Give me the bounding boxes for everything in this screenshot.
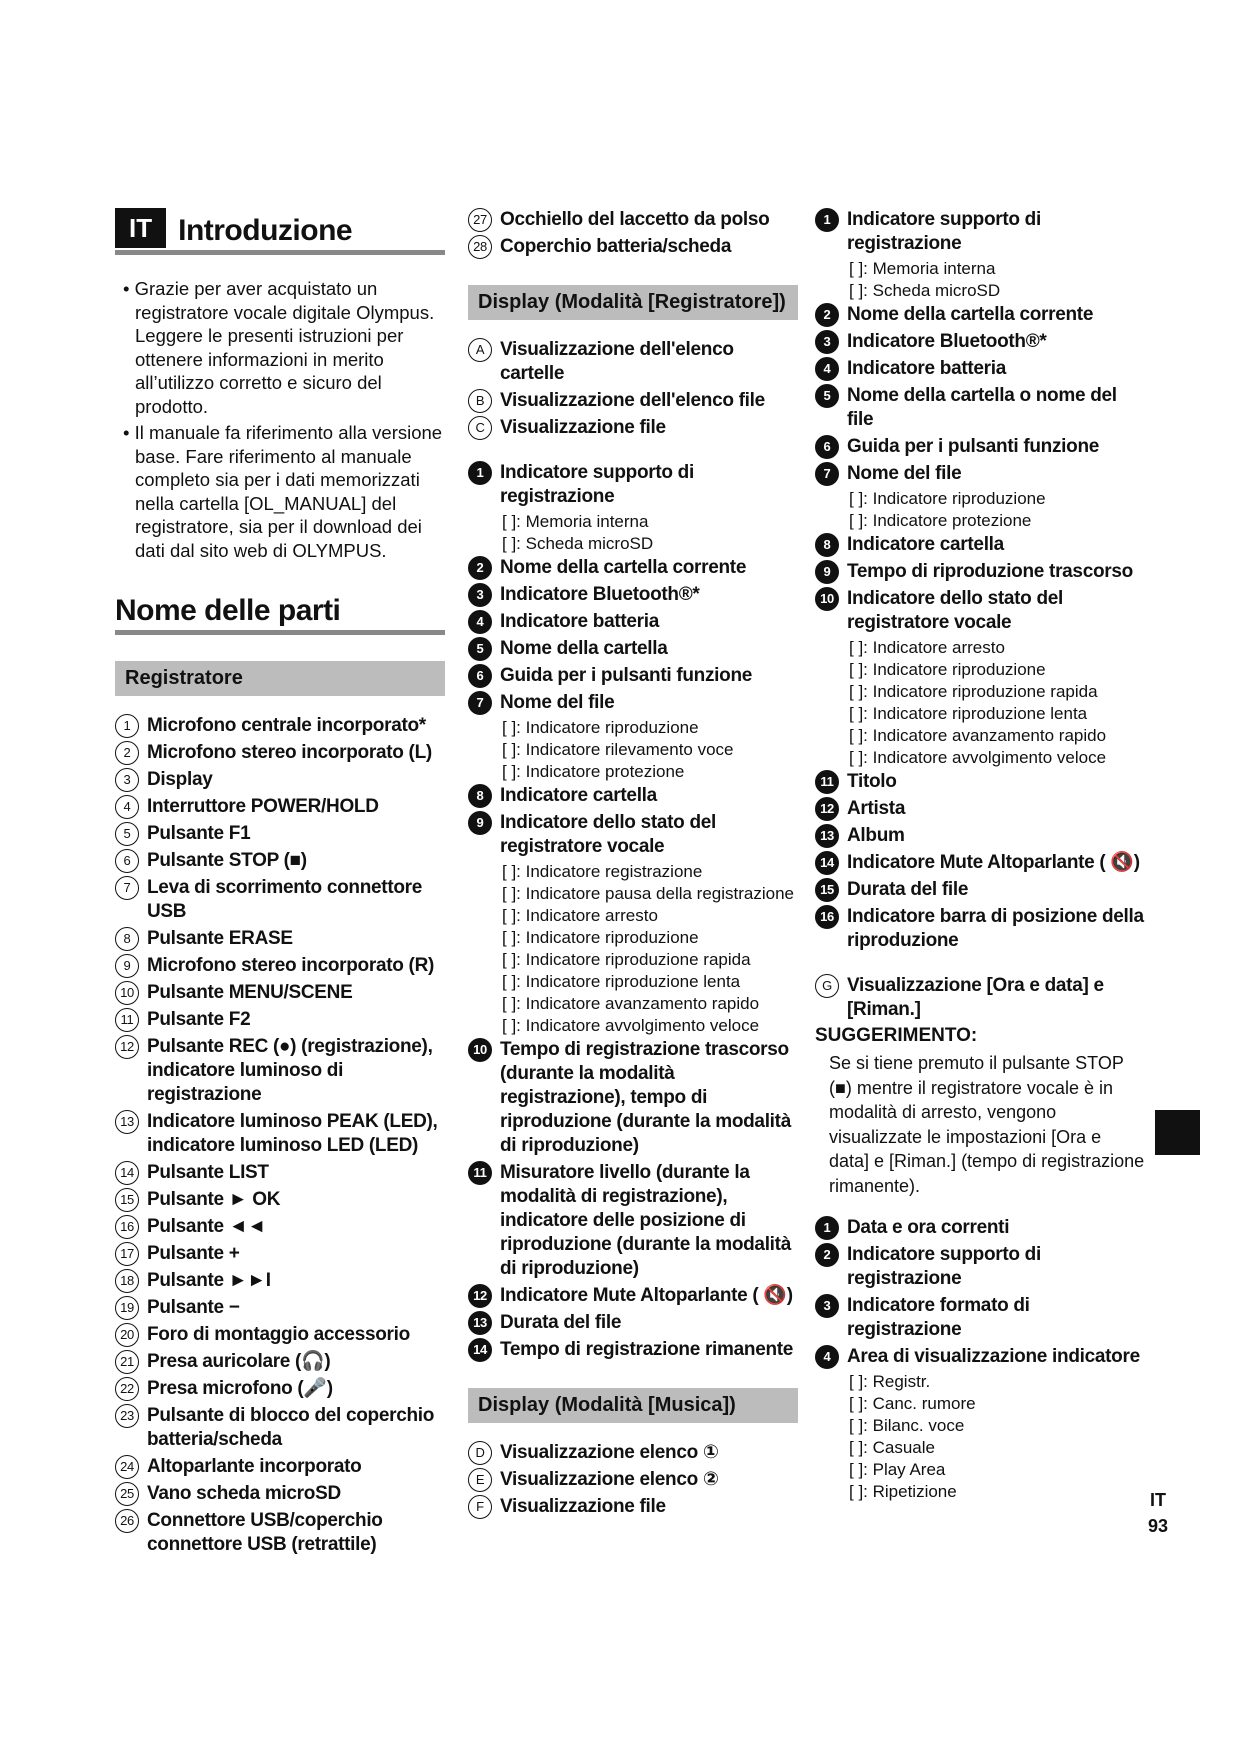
list-item xyxy=(115,1377,445,1401)
item-number: 8 xyxy=(815,533,839,557)
item-label: Occhiello del laccetto da polso xyxy=(500,209,770,230)
item-label: Titolo xyxy=(847,771,897,792)
item-number: 16 xyxy=(815,905,839,929)
item-number: 2 xyxy=(815,303,839,327)
sub-indicator: [ ]: Indicatore avanzamento rapido xyxy=(502,994,760,1013)
item-label: Durata del file xyxy=(847,879,969,900)
section-title: Introduzione xyxy=(178,214,353,247)
list-item xyxy=(468,416,798,440)
list-item xyxy=(815,824,1145,848)
list-item xyxy=(468,610,798,634)
display-reg-bar: Display (Modalità [Registratore]) xyxy=(468,285,798,320)
item-number: 4 xyxy=(468,610,492,634)
item-number: 4 xyxy=(115,795,139,819)
item-number: 5 xyxy=(115,822,139,846)
item-label: Indicatore Mute Altoparlante ( 🔇) xyxy=(500,1285,793,1306)
item-label: Pulsante F2 xyxy=(147,1009,251,1030)
item-label: Coperchio batteria/scheda xyxy=(500,236,732,257)
item-label: Durata del file xyxy=(500,1312,622,1333)
sub-indicator: [ ]: Indicatore riproduzione xyxy=(849,660,1046,679)
list-item xyxy=(468,1311,798,1335)
item-number: G xyxy=(815,974,839,998)
list-item xyxy=(115,1242,445,1266)
item-number: 16 xyxy=(115,1215,139,1239)
list-item xyxy=(468,583,798,607)
list-item xyxy=(115,849,445,873)
item-number: 12 xyxy=(815,797,839,821)
column-3 xyxy=(815,208,1145,1504)
item-label: Pulsante LIST xyxy=(147,1162,269,1183)
item-number: 12 xyxy=(115,1035,139,1059)
item-label: Indicatore cartella xyxy=(500,785,657,806)
list-item xyxy=(115,981,445,1005)
item-number: 5 xyxy=(468,637,492,661)
sub-indicator: [ ]: Scheda microSD xyxy=(849,281,1001,300)
item-label: Microfono centrale incorporato* xyxy=(147,715,426,736)
item-number: 26 xyxy=(115,1509,139,1533)
item-label: Interruttore POWER/HOLD xyxy=(147,796,379,817)
sub-indicator: [ ]: Indicatore riproduzione lenta xyxy=(502,972,741,991)
list-item xyxy=(115,1161,445,1185)
list-item xyxy=(115,876,445,924)
list-item xyxy=(115,795,445,819)
list-item xyxy=(468,1338,798,1362)
item-number: 3 xyxy=(815,330,839,354)
item-label: Nome della cartella corrente xyxy=(500,557,747,578)
item-number: 7 xyxy=(815,462,839,486)
item-number: 20 xyxy=(115,1323,139,1347)
item-number: 13 xyxy=(815,824,839,848)
list-item xyxy=(115,822,445,846)
list-item xyxy=(468,389,798,413)
item-number: 23 xyxy=(115,1404,139,1428)
item-label: Pulsante REC (●) (registrazione), indicatore luminoso di registrazione xyxy=(147,1036,433,1105)
item-label: Indicatore Mute Altoparlante ( 🔇) xyxy=(847,852,1140,873)
sub-indicator: [ ]: Indicatore riproduzione xyxy=(849,489,1046,508)
list-item xyxy=(468,691,798,715)
list-item xyxy=(815,1345,1145,1369)
list-item xyxy=(815,905,1145,953)
item-label: Visualizzazione elenco ① xyxy=(500,1442,719,1463)
item-label: Tempo di registrazione trascorso (durante la modalità registrazione), tempo di riproduzione (durante la modalità di riproduzione) xyxy=(500,1039,791,1156)
list-item xyxy=(815,878,1145,902)
sub-indicator: [ ]: Indicatore arresto xyxy=(849,638,1005,657)
intro-bullet: • Grazie per aver acquistato un registratore vocale digitale Olympus. Leggere le presenti istruzioni per ottenere informazioni in merito all’utilizzo corretto e sicuro del prodotto. xyxy=(115,277,445,418)
item-label: Pulsante MENU/SCENE xyxy=(147,982,353,1003)
list-item xyxy=(115,1350,445,1374)
item-label: Indicatore luminoso PEAK (LED), indicatore luminoso LED (LED) xyxy=(147,1111,438,1156)
item-label: Pulsante ERASE xyxy=(147,928,293,949)
item-label: Artista xyxy=(847,798,906,819)
item-number: F xyxy=(468,1495,492,1519)
item-number: 10 xyxy=(115,981,139,1005)
item-label: Nome della cartella corrente xyxy=(847,304,1094,325)
sub-indicator: [ ]: Indicatore avvolgimento veloce xyxy=(502,1016,760,1035)
page-number: 93 xyxy=(1148,1516,1169,1536)
item-number: 4 xyxy=(815,357,839,381)
sub-indicator: [ ]: Memoria interna xyxy=(502,512,649,531)
intro-bullet: • Il manuale fa riferimento alla versione base. Fare riferimento al manuale completo sia per i dati memorizzati nella cartella [OL_MANUAL] del registratore, sia per il download dei dati dal sito web di OLYMPUS. xyxy=(115,421,445,562)
item-number: 1 xyxy=(815,208,839,232)
item-number: 21 xyxy=(115,1350,139,1374)
g-indicator-list xyxy=(815,1216,1145,1502)
list-item xyxy=(115,741,445,765)
display-views-music xyxy=(468,1441,798,1519)
list-item xyxy=(468,784,798,808)
list-item xyxy=(815,770,1145,794)
item-label: Indicatore barra di posizione della riproduzione xyxy=(847,906,1144,951)
sub-indicator: [ ]: Casuale xyxy=(849,1438,935,1457)
item-label: Indicatore dello stato del registratore vocale xyxy=(500,812,717,857)
list-item xyxy=(815,462,1145,486)
item-number: 3 xyxy=(815,1294,839,1318)
display-views-reg xyxy=(468,338,798,440)
sub-indicator: [ ]: Indicatore riproduzione xyxy=(502,718,699,737)
item-label: Foro di montaggio accessorio xyxy=(147,1324,410,1345)
list-item xyxy=(815,435,1145,459)
item-label: Microfono stereo incorporato (L) xyxy=(147,742,432,763)
item-number: 10 xyxy=(468,1038,492,1062)
item-number: 11 xyxy=(115,1008,139,1032)
item-number: 2 xyxy=(115,741,139,765)
parts-list-b xyxy=(468,208,798,259)
list-item xyxy=(115,1482,445,1506)
item-number: 9 xyxy=(468,811,492,835)
list-item xyxy=(115,1296,445,1320)
sub-indicator: [ ]: Scheda microSD xyxy=(502,534,654,553)
list-item xyxy=(815,587,1145,635)
list-item xyxy=(115,1323,445,1347)
list-item xyxy=(468,556,798,580)
intro-bullets xyxy=(115,277,445,562)
item-number: 14 xyxy=(468,1338,492,1362)
sub-indicator: [ ]: Indicatore avanzamento rapido xyxy=(849,726,1107,745)
item-label: Indicatore batteria xyxy=(847,358,1007,379)
language-tag: IT xyxy=(115,208,166,248)
item-label: Visualizzazione dell'elenco file xyxy=(500,390,765,411)
item-number: 15 xyxy=(815,878,839,902)
item-label: Indicatore dello stato del registratore vocale xyxy=(847,588,1064,633)
item-label: Tempo di registrazione rimanente xyxy=(500,1339,794,1360)
list-item xyxy=(115,927,445,951)
item-label: Vano scheda microSD xyxy=(147,1483,341,1504)
item-label: Pulsante ►►I xyxy=(147,1270,271,1291)
list-item xyxy=(468,338,798,386)
item-label: Nome del file xyxy=(500,692,615,713)
item-number: 8 xyxy=(468,784,492,808)
registratore-bar: Registratore xyxy=(115,661,445,696)
reg-indicator-list xyxy=(468,461,798,1362)
list-item xyxy=(115,1110,445,1158)
page-tab-marker xyxy=(1155,1110,1200,1155)
sub-indicator: [ ]: Indicatore riproduzione rapida xyxy=(502,950,751,969)
list-item xyxy=(468,1441,798,1465)
item-label: Pulsante + xyxy=(147,1243,240,1264)
item-number: 25 xyxy=(115,1482,139,1506)
item-number: 12 xyxy=(468,1284,492,1308)
item-number: 6 xyxy=(815,435,839,459)
item-number: 4 xyxy=(815,1345,839,1369)
item-number: 1 xyxy=(815,1216,839,1240)
item-number: 2 xyxy=(468,556,492,580)
item-label: Nome della cartella o nome del file xyxy=(847,385,1117,430)
item-number: 6 xyxy=(468,664,492,688)
list-item xyxy=(115,954,445,978)
list-item xyxy=(468,208,798,232)
item-label: Misuratore livello (durante la modalità di registrazione), indicatore delle posizione di riproduzione (durante la modalità di riproduzione) xyxy=(500,1162,791,1279)
item-number: 22 xyxy=(115,1377,139,1401)
list-item xyxy=(468,1284,798,1308)
item-number: 18 xyxy=(115,1269,139,1293)
item-label: Pulsante F1 xyxy=(147,823,251,844)
item-number: 28 xyxy=(468,235,492,259)
music-indicator-list xyxy=(815,208,1145,953)
sub-indicator: [ ]: Indicatore riproduzione lenta xyxy=(849,704,1088,723)
item-label: Indicatore supporto di registrazione xyxy=(500,462,694,507)
list-item xyxy=(468,811,798,859)
item-label: Visualizzazione dell'elenco cartelle xyxy=(500,339,734,384)
list-item xyxy=(815,208,1145,256)
sub-indicator: [ ]: Indicatore riproduzione rapida xyxy=(849,682,1098,701)
section-header xyxy=(115,208,445,255)
list-item xyxy=(115,1188,445,1212)
sub-indicator: [ ]: Indicatore protezione xyxy=(502,762,685,781)
sub-indicator: [ ]: Registr. xyxy=(849,1372,931,1391)
list-item xyxy=(815,1243,1145,1291)
item-number: 13 xyxy=(115,1110,139,1134)
list-item xyxy=(115,1455,445,1479)
item-label: Visualizzazione [Ora e data] e [Riman.] xyxy=(847,975,1104,1020)
parts-title: Nome delle parti xyxy=(115,594,445,635)
item-label: Data e ora correnti xyxy=(847,1217,1010,1238)
list-item xyxy=(815,851,1145,875)
item-number: 13 xyxy=(468,1311,492,1335)
hint-title: SUGGERIMENTO: xyxy=(815,1025,978,1046)
list-item xyxy=(115,768,445,792)
list-item xyxy=(115,1008,445,1032)
column-2 xyxy=(468,208,798,1522)
sub-indicator: [ ]: Play Area xyxy=(849,1460,946,1479)
list-item xyxy=(468,1161,798,1281)
item-number: 11 xyxy=(468,1161,492,1185)
sub-indicator: [ ]: Indicatore avvolgimento veloce xyxy=(849,748,1107,767)
item-number: 3 xyxy=(115,768,139,792)
item-number: 14 xyxy=(815,851,839,875)
item-label: Guida per i pulsanti funzione xyxy=(500,665,753,686)
item-number: 24 xyxy=(115,1455,139,1479)
item-label: Nome del file xyxy=(847,463,962,484)
item-label: Indicatore supporto di registrazione xyxy=(847,1244,1041,1289)
item-label: Area di visualizzazione indicatore xyxy=(847,1346,1140,1367)
item-number: 8 xyxy=(115,927,139,951)
list-item xyxy=(815,1294,1145,1342)
item-number: 1 xyxy=(115,714,139,738)
list-item xyxy=(468,235,798,259)
display-music-bar: Display (Modalità [Musica]) xyxy=(468,1388,798,1423)
item-label: Indicatore Bluetooth®* xyxy=(500,584,700,605)
parts-list-a xyxy=(115,714,445,1557)
view-g xyxy=(815,974,1145,1022)
item-number: 9 xyxy=(815,560,839,584)
item-label: Pulsante ◄◄ xyxy=(147,1216,266,1237)
list-item xyxy=(468,1495,798,1519)
sub-indicator: [ ]: Canc. rumore xyxy=(849,1394,976,1413)
item-label: Altoparlante incorporato xyxy=(147,1456,362,1477)
list-item xyxy=(815,330,1145,354)
page-folio xyxy=(1148,1487,1168,1539)
list-item xyxy=(815,1216,1145,1240)
item-number: D xyxy=(468,1441,492,1465)
item-number: 7 xyxy=(468,691,492,715)
list-item xyxy=(115,1509,445,1557)
item-label: Presa microfono (🎤) xyxy=(147,1378,333,1399)
list-item xyxy=(115,1404,445,1452)
item-number: E xyxy=(468,1468,492,1492)
list-item xyxy=(468,637,798,661)
item-label: Visualizzazione file xyxy=(500,417,666,438)
item-label: Tempo di riproduzione trascorso xyxy=(847,561,1133,582)
list-item xyxy=(115,1035,445,1107)
item-number: 11 xyxy=(815,770,839,794)
list-item xyxy=(468,1468,798,1492)
item-label: Indicatore formato di registrazione xyxy=(847,1295,1030,1340)
list-item xyxy=(815,974,1145,1022)
item-label: Connettore USB/coperchio connettore USB (retrattile) xyxy=(147,1510,383,1555)
list-item xyxy=(468,461,798,509)
item-number: 10 xyxy=(815,587,839,611)
item-label: Pulsante di blocco del coperchio batteria/scheda xyxy=(147,1405,435,1450)
list-item xyxy=(815,384,1145,432)
item-number: 14 xyxy=(115,1161,139,1185)
item-label: Album xyxy=(847,825,905,846)
item-label: Visualizzazione elenco ② xyxy=(500,1469,719,1490)
item-number: 27 xyxy=(468,208,492,232)
item-label: Microfono stereo incorporato (R) xyxy=(147,955,435,976)
list-item xyxy=(468,664,798,688)
list-item xyxy=(815,357,1145,381)
sub-indicator: [ ]: Indicatore pausa della registrazione xyxy=(502,884,795,903)
sub-indicator: [ ]: Ripetizione xyxy=(849,1482,957,1501)
item-label: Visualizzazione file xyxy=(500,1496,666,1517)
item-label: Leva di scorrimento connettore USB xyxy=(147,877,423,922)
list-item xyxy=(815,560,1145,584)
item-label: Indicatore supporto di registrazione xyxy=(847,209,1041,254)
list-item xyxy=(115,714,445,738)
item-label: Pulsante − xyxy=(147,1297,240,1318)
list-item xyxy=(815,797,1145,821)
item-label: Presa auricolare (🎧) xyxy=(147,1351,331,1372)
item-label: Guida per i pulsanti funzione xyxy=(847,436,1100,457)
item-label: Display xyxy=(147,769,213,790)
sub-indicator: [ ]: Indicatore riproduzione xyxy=(502,928,699,947)
item-label: Pulsante STOP (■) xyxy=(147,850,307,871)
item-label: Indicatore cartella xyxy=(847,534,1004,555)
item-label: Nome della cartella xyxy=(500,638,668,659)
sub-indicator: [ ]: Indicatore registrazione xyxy=(502,862,703,881)
item-number: A xyxy=(468,338,492,362)
item-number: 7 xyxy=(115,876,139,900)
sub-indicator: [ ]: Memoria interna xyxy=(849,259,996,278)
item-label: Indicatore batteria xyxy=(500,611,660,632)
item-number: 19 xyxy=(115,1296,139,1320)
sub-indicator: [ ]: Indicatore arresto xyxy=(502,906,658,925)
item-number: 3 xyxy=(468,583,492,607)
sub-indicator: [ ]: Indicatore rilevamento voce xyxy=(502,740,734,759)
folio-lang: IT xyxy=(1150,1490,1167,1510)
item-number: C xyxy=(468,416,492,440)
column-1 xyxy=(115,208,445,1560)
item-number: 9 xyxy=(115,954,139,978)
hint-text: Se si tiene premuto il pulsante STOP (■) mentre il registratore vocale è in modalità di arresto, vengono visualizzate le impostazioni [Ora e data] e [Riman.] (tempo di registrazione rimanente). xyxy=(829,1053,1145,1196)
item-number: 15 xyxy=(115,1188,139,1212)
sub-indicator: [ ]: Bilanc. voce xyxy=(849,1416,965,1435)
item-label: Indicatore Bluetooth®* xyxy=(847,331,1047,352)
item-number: 2 xyxy=(815,1243,839,1267)
list-item xyxy=(115,1269,445,1293)
item-label: Pulsante ► OK xyxy=(147,1189,281,1210)
list-item xyxy=(468,1038,798,1158)
list-item xyxy=(115,1215,445,1239)
item-number: 17 xyxy=(115,1242,139,1266)
item-number: B xyxy=(468,389,492,413)
sub-indicator: [ ]: Indicatore protezione xyxy=(849,511,1032,530)
list-item xyxy=(815,303,1145,327)
item-number: 5 xyxy=(815,384,839,408)
item-number: 1 xyxy=(468,461,492,485)
list-item xyxy=(815,533,1145,557)
item-number: 6 xyxy=(115,849,139,873)
